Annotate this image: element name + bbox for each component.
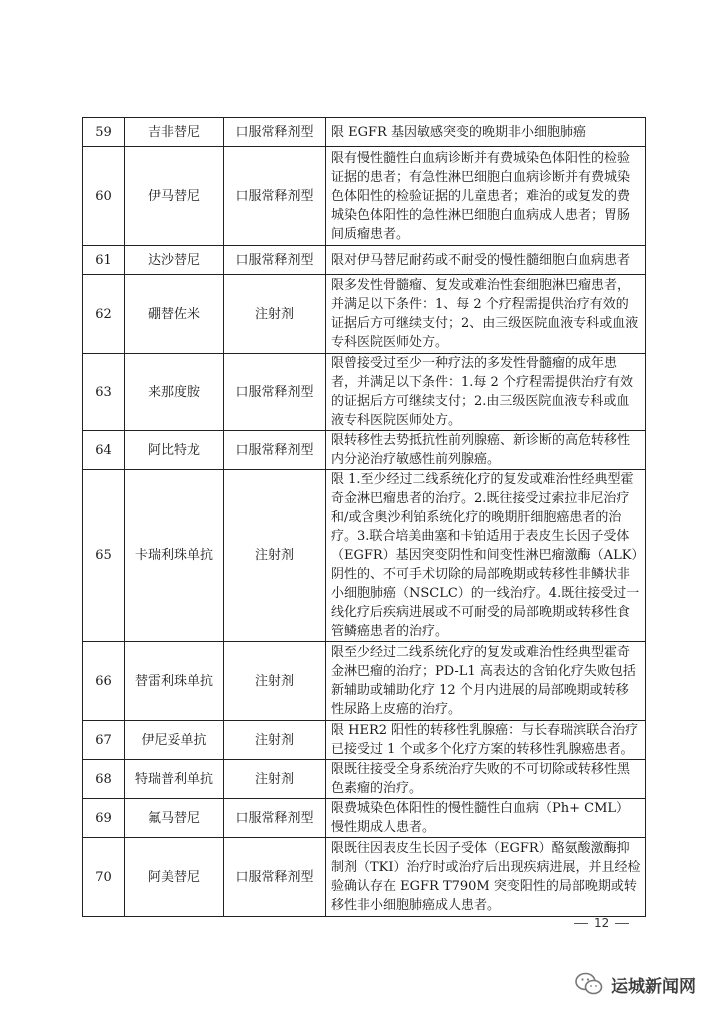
row-number: 69 [83, 799, 125, 838]
table-row [83, 118, 646, 147]
restriction-text: 限既往接受全身系统治疗失败的不可切除或转移性黑色素瘤的治疗。 [326, 760, 646, 799]
table-row [83, 760, 646, 799]
dosage-form: 注射剂 [224, 642, 326, 721]
drug-table [82, 117, 646, 917]
restriction-text: 限曾接受过至少一种疗法的多发性骨髓瘤的成年患者，并满足以下条件：1.每 2 个疗程需提供治疗有效的证据后方可继续支付；2.由三级医院血液专科或血液专科医院医师处方。 [326, 354, 646, 431]
drug-name: 阿美替尼 [125, 838, 224, 917]
table-row [83, 799, 646, 838]
watermark [574, 971, 696, 997]
dosage-form: 口服常释剂型 [224, 147, 326, 246]
dosage-form: 注射剂 [224, 470, 326, 642]
table-row [83, 642, 646, 721]
dosage-form: 口服常释剂型 [224, 838, 326, 917]
table-row [83, 275, 646, 354]
dosage-form: 注射剂 [224, 275, 326, 354]
drug-name: 阿比特龙 [125, 431, 224, 470]
restriction-text: 限 1.至少经过二线系统化疗的复发或难治性经典型霍奇金淋巴瘤患者的治疗。2.既往接受过索拉非尼治疗和/或含奥沙利铂系统化疗的晚期肝细胞癌患者的治疗。3.联合培美曲塞和卡铂适用于表皮生长因子受体（EGFR）基因突变阴性和间变性淋巴瘤激酶（ALK）阴性的、不可手术切除的局部晚期或转移性非鳞状非小细胞肺癌（NSCLC）的一线治疗。4.既往接受过一线化疗后疾病进展或不可耐受的局部晚期或转移性食管鳞癌患者的治疗。 [326, 470, 646, 642]
dosage-form: 注射剂 [224, 721, 326, 760]
drug-name: 伊马替尼 [125, 147, 224, 246]
drug-name: 卡瑞利珠单抗 [125, 470, 224, 642]
drug-name: 伊尼妥单抗 [125, 721, 224, 760]
dosage-form: 口服常释剂型 [224, 431, 326, 470]
drug-name: 氟马替尼 [125, 799, 224, 838]
watermark-text: 运城新闻网 [611, 976, 696, 997]
table-row [83, 354, 646, 431]
table-row [83, 431, 646, 470]
row-number: 66 [83, 642, 125, 721]
dosage-form: 口服常释剂型 [224, 118, 326, 147]
row-number: 64 [83, 431, 125, 470]
drug-name: 达沙替尼 [125, 246, 224, 275]
table-row [83, 246, 646, 275]
page-number-text: 12 [594, 916, 610, 930]
drug-name: 吉非替尼 [125, 118, 224, 147]
wechat-icon [574, 971, 604, 997]
dosage-form: 注射剂 [224, 760, 326, 799]
row-number: 62 [83, 275, 125, 354]
table-row [83, 147, 646, 246]
table-row [83, 838, 646, 917]
drug-name: 硼替佐米 [125, 275, 224, 354]
dosage-form: 口服常释剂型 [224, 799, 326, 838]
restriction-text: 限对伊马替尼耐药或不耐受的慢性髓细胞白血病患者 [326, 246, 646, 275]
table-row [83, 721, 646, 760]
page-number [568, 916, 635, 930]
restriction-text: 限既往因表皮生长因子受体（EGFR）酪氨酸激酶抑制剂（TKI）治疗时或治疗后出现疾病进展，并且经检验确认存在 EGFR T790M 突变阳性的局部晚期或转移性非小细胞肺癌成人患者。 [326, 838, 646, 917]
restriction-text: 限转移性去势抵抗性前列腺癌、新诊断的高危转移性内分泌治疗敏感性前列腺癌。 [326, 431, 646, 470]
restriction-text: 限 EGFR 基因敏感突变的晚期非小细胞肺癌 [326, 118, 646, 147]
restriction-text: 限至少经过二线系统化疗的复发或难治性经典型霍奇金淋巴瘤的治疗；PD-L1 高表达的含铂化疗失败包括新辅助或辅助化疗 12 个月内进展的局部晚期或转移性尿路上皮癌的治疗。 [326, 642, 646, 721]
drug-name: 替雷利珠单抗 [125, 642, 224, 721]
row-number: 70 [83, 838, 125, 917]
table-row [83, 470, 646, 642]
row-number: 68 [83, 760, 125, 799]
row-number: 67 [83, 721, 125, 760]
dosage-form: 口服常释剂型 [224, 246, 326, 275]
restriction-text: 限多发性骨髓瘤、复发或难治性套细胞淋巴瘤患者，并满足以下条件：1、每 2 个疗程需提供治疗有效的证据后方可继续支付；2、由三级医院血液专科或血液专科医院医师处方。 [326, 275, 646, 354]
restriction-text: 限 HER2 阳性的转移性乳腺癌：与长春瑞滨联合治疗已接受过 1 个或多个化疗方案的转移性乳腺癌患者。 [326, 721, 646, 760]
restriction-text: 限有慢性髓性白血病诊断并有费城染色体阳性的检验证据的患者；有急性淋巴细胞白血病诊断并有费城染色体阳性的检验证据的儿童患者；难治的或复发的费城染色体阳性的急性淋巴细胞白血病成人患者；胃肠间质瘤患者。 [326, 147, 646, 246]
row-number: 60 [83, 147, 125, 246]
row-number: 59 [83, 118, 125, 147]
dash-left [574, 923, 588, 924]
restriction-text: 限费城染色体阳性的慢性髓性白血病（Ph+ CML）慢性期成人患者。 [326, 799, 646, 838]
dash-right [615, 923, 629, 924]
drug-name: 特瑞普利单抗 [125, 760, 224, 799]
row-number: 61 [83, 246, 125, 275]
row-number: 63 [83, 354, 125, 431]
row-number: 65 [83, 470, 125, 642]
drug-name: 来那度胺 [125, 354, 224, 431]
dosage-form: 口服常释剂型 [224, 354, 326, 431]
